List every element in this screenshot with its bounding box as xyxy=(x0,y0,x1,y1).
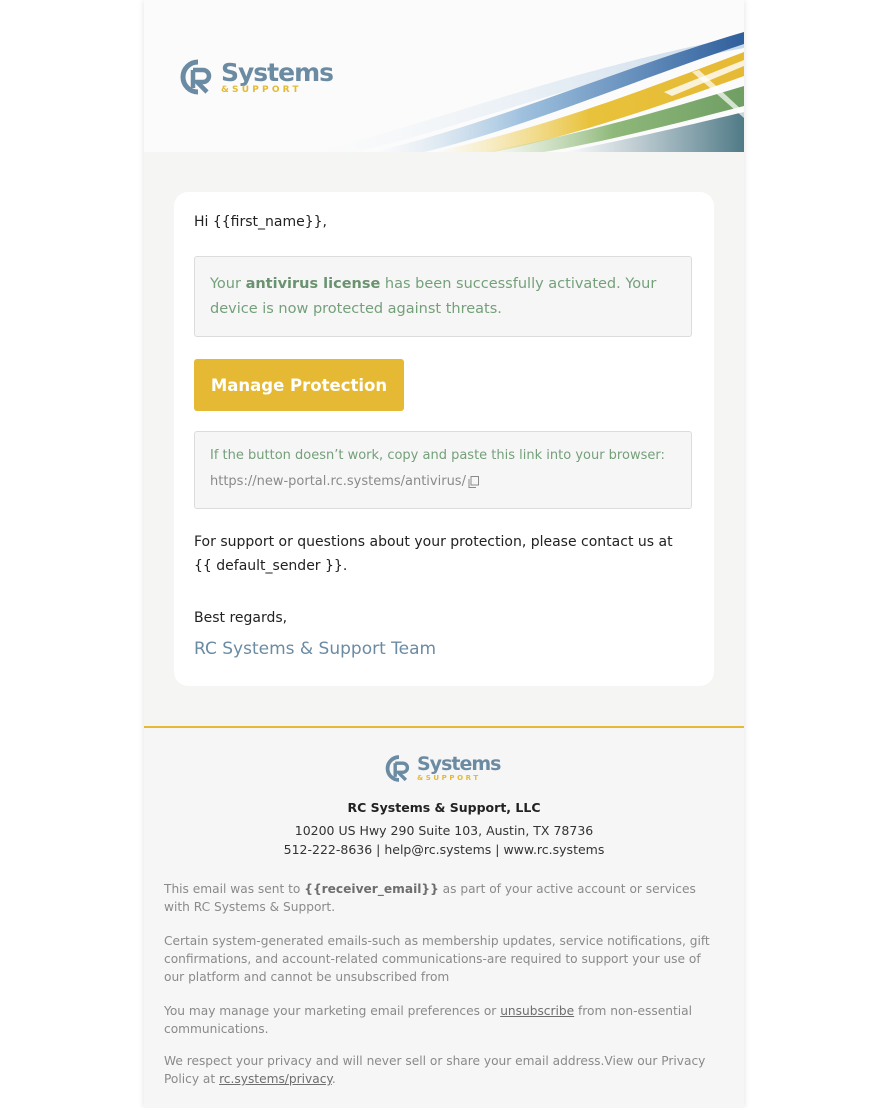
fallback-hint: If the button doesn’t work, copy and paste this link into your browser: xyxy=(210,448,665,463)
privacy-prefix: We respect your privacy and will never sell or share your email address.View our Privacy Policy at xyxy=(164,1054,706,1086)
sent-suffix: as part of your active account or services with RC Systems & Support. xyxy=(164,882,696,914)
footer-brand-logo xyxy=(383,754,500,783)
message-card xyxy=(174,192,714,686)
sent-prefix: This email was sent to xyxy=(164,882,305,896)
footer-brand-tagline: &SUPPORT xyxy=(417,774,481,782)
brand-wordmark: Systems xyxy=(221,57,334,87)
rc-logo-mark-icon xyxy=(383,754,415,783)
system-email-notice: Certain system-generated emails-such as membership updates, service notifications, gift confirmations, and account-related communications-are required to support your use of our platform and cannot be unsubscribed from xyxy=(164,934,710,984)
company-contact: 512-222-8636 | help@rc.systems | www.rc.systems xyxy=(283,842,605,857)
privacy-policy-link[interactable]: rc.systems/privacy xyxy=(219,1072,332,1086)
prefs-suffix: from non-essential communications. xyxy=(164,1004,692,1036)
privacy-notice xyxy=(164,1052,724,1088)
support-text: For support or questions about your protection, please contact us at {{ default_sender }}. xyxy=(194,534,673,574)
preferences-notice xyxy=(164,1002,724,1038)
copy-icon[interactable] xyxy=(468,476,479,488)
notice-highlight: antivirus license xyxy=(245,276,381,292)
regards-text: Best regards, xyxy=(194,610,288,626)
privacy-suffix: . xyxy=(331,1072,336,1086)
prefs-prefix: You may manage your marketing email preferences or xyxy=(164,1004,501,1018)
fallback-link-box xyxy=(194,431,692,509)
team-signature: RC Systems & Support Team xyxy=(194,639,437,659)
company-name: RC Systems & Support, LLC xyxy=(347,800,541,815)
email-page xyxy=(144,0,744,1108)
manage-protection-button[interactable]: Manage Protection xyxy=(194,359,404,411)
brand-logo xyxy=(177,58,333,96)
fallback-url-link[interactable]: https://new-portal.rc.systems/antivirus/ xyxy=(210,474,466,489)
rc-logo-mark-icon xyxy=(177,58,219,96)
receiver-email: {{receiver_email}} xyxy=(304,882,439,896)
sent-to-notice xyxy=(164,880,724,916)
unsubscribe-link[interactable]: unsubscribe xyxy=(500,1004,575,1018)
email-footer xyxy=(144,726,744,1108)
notice-suffix: has been successfully activated. Your device is now protected against threats. xyxy=(210,276,657,317)
greeting-text: Hi {{first_name}}, xyxy=(194,214,328,230)
notice-prefix: Your xyxy=(210,276,246,292)
activation-notice xyxy=(194,256,692,337)
email-header xyxy=(144,0,744,152)
company-address: 10200 US Hwy 290 Suite 103, Austin, TX 78736 xyxy=(294,823,594,838)
footer-brand-wordmark: Systems xyxy=(417,753,501,775)
brand-tagline: &SUPPORT xyxy=(221,84,302,95)
